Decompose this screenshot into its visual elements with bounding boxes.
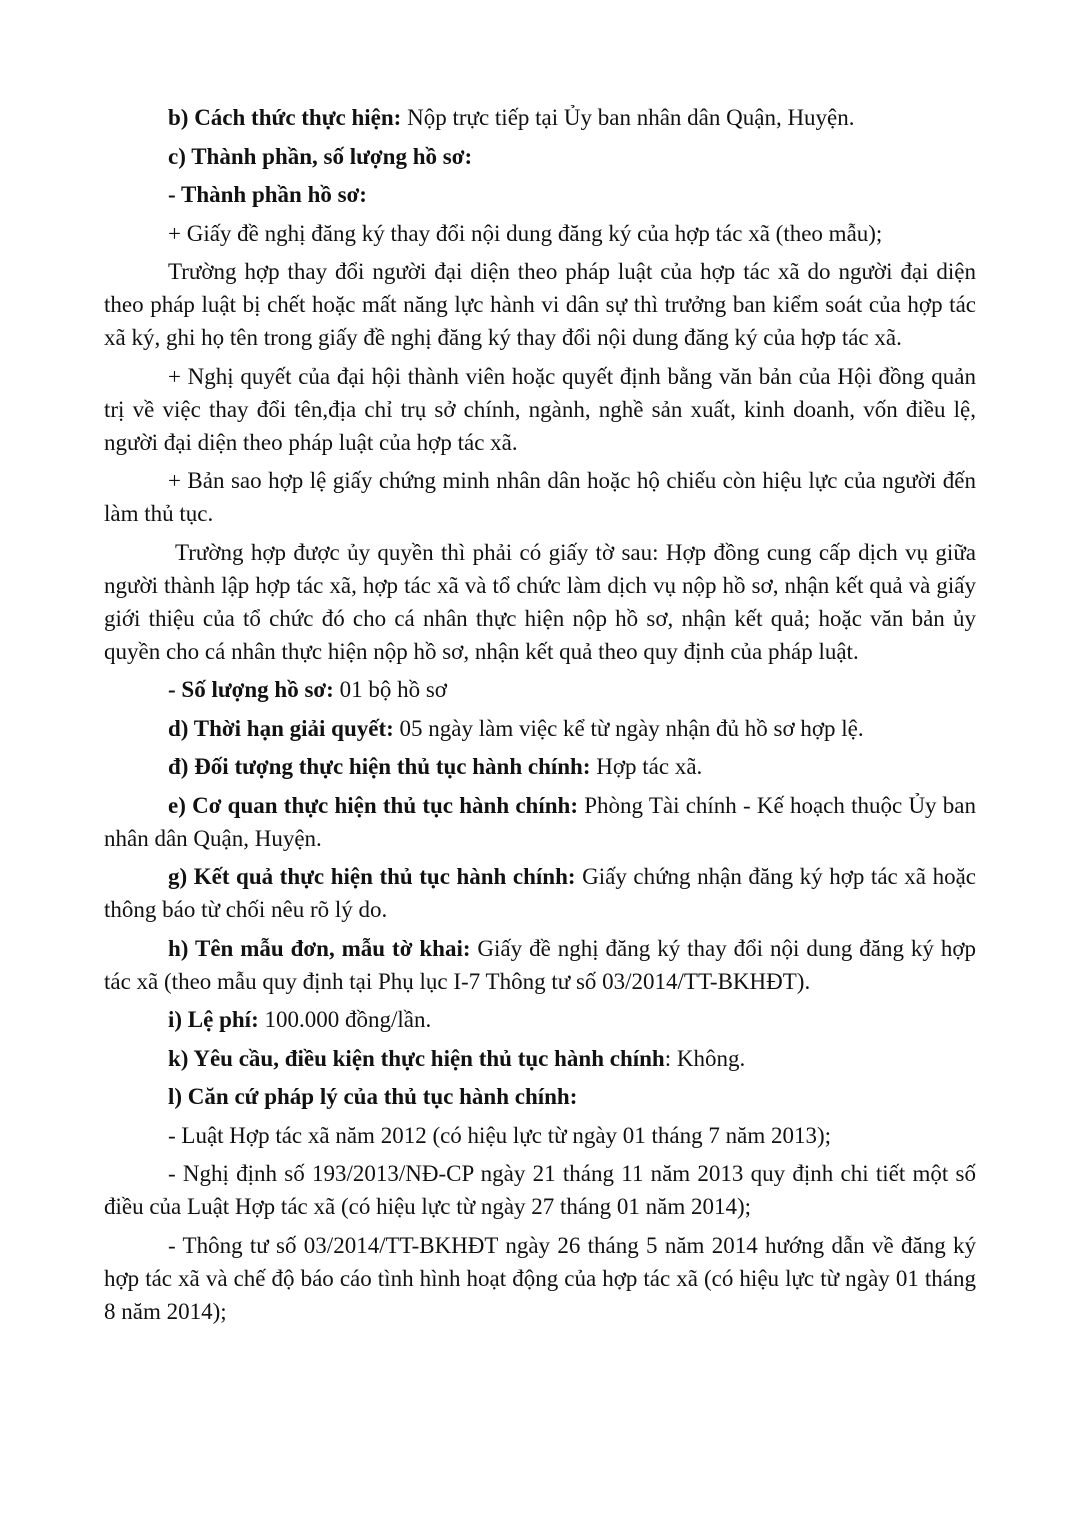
heading-dossier-components: - Thành phần hồ sơ:	[168, 182, 367, 207]
text-agency: Phòng Tài chính - Kế hoạch thuộc Ủy ban nhân dân Quận, Huyện.	[104, 792, 976, 851]
paragraph-result	[104, 860, 976, 926]
text-authorization: Trường hợp được ủy quyền thì phải có giấy tờ sau: Hợp đồng cung cấp dịch vụ giữa người thành lập hợp tác xã, hợp tác xã và tổ chức làm dịch vụ nộp hồ sơ, nhận kết quả và giấy giới thiệu của tổ chức đó cho cá nhân thực hiện nộp hồ sơ, nhận kết quả; hoặc văn bản ủy quyền cho cá nhân thực hiện nộp hồ sơ, nhận kết quả theo quy định của pháp luật.	[104, 539, 976, 664]
paragraph-requirements	[104, 1042, 976, 1075]
heading-agency: e) Cơ quan thực hiện thủ tục hành chính:	[168, 792, 578, 818]
paragraph-subjects	[104, 750, 976, 783]
text-decree-193: - Nghị định số 193/2013/NĐ-CP ngày 21 tháng 11 năm 2013 quy định chi tiết một số điều của Luật Hợp tác xã (có hiệu lực từ ngày 27 tháng 01 năm 2014);	[104, 1161, 976, 1219]
text-representative-change: Trường hợp thay đổi người đại diện theo pháp luật của hợp tác xã do người đại diện theo pháp luật bị chết hoặc mất năng lực hành vi dân sự thì trưởng ban kiểm soát của hợp tác xã ký, ghi họ tên trong giấy đề nghị đăng ký thay đổi nội dung đăng ký của hợp tác xã.	[104, 259, 976, 350]
paragraph-dossier-components	[104, 178, 976, 211]
text-dossier-count: 01 bộ hồ sơ	[333, 677, 447, 702]
text-request-form: + Giấy đề nghị đăng ký thay đổi nội dung đăng ký của hợp tác xã (theo mẫu);	[168, 220, 883, 246]
text-method: Nộp trực tiếp tại Ủy ban nhân dân Quận, Huyện.	[401, 105, 855, 130]
paragraph-representative-change	[104, 255, 976, 354]
heading-fee: i) Lệ phí:	[168, 1007, 259, 1032]
paragraph-method	[104, 101, 976, 134]
paragraph-fee	[104, 1003, 976, 1036]
text-requirements: : Không.	[664, 1045, 746, 1071]
paragraph-form-name	[104, 932, 976, 998]
heading-result: g) Kết quả thực hiện thủ tục hành chính:	[168, 864, 576, 889]
heading-subjects: đ) Đối tượng thực hiện thủ tục hành chính:	[168, 754, 591, 779]
text-subjects: Hợp tác xã.	[590, 754, 703, 779]
text-form-name: Giấy đề nghị đăng ký thay đổi nội dung đăng ký hợp tác xã (theo mẫu quy định tại Phụ lục I-7 Thông tư số 03/2014/TT-BKHĐT).	[104, 935, 977, 994]
paragraph-circular-03	[104, 1229, 976, 1328]
paragraph-decree-193	[104, 1157, 976, 1223]
heading-dossier-count: - Số lượng hồ sơ:	[168, 677, 334, 702]
heading-requirements: k) Yêu cầu, điều kiện thực hiện thủ tục hành chính	[168, 1045, 665, 1071]
paragraph-agency	[104, 789, 976, 855]
paragraph-deadline	[104, 712, 976, 745]
heading-method: b) Cách thức thực hiện:	[168, 105, 402, 130]
paragraph-law-2012	[104, 1119, 976, 1152]
paragraph-id-copy	[104, 464, 976, 530]
heading-deadline: d) Thời hạn giải quyết:	[168, 715, 394, 741]
paragraph-resolution	[104, 360, 976, 459]
text-fee: 100.000 đồng/lần.	[258, 1007, 432, 1032]
text-id-copy: + Bản sao hợp lệ giấy chứng minh nhân dân hoặc hộ chiếu còn hiệu lực của người đến làm thủ tục.	[104, 468, 976, 526]
paragraph-request-form	[104, 217, 976, 250]
text-resolution: + Nghị quyết của đại hội thành viên hoặc quyết định bằng văn bản của Hội đồng quản trị về việc thay đổi tên,địa chỉ trụ sở chính, ngành, nghề sản xuất, kinh doanh, vốn điều lệ, người đại diện theo pháp luật của hợp tác xã.	[104, 363, 976, 455]
paragraph-components-heading	[104, 140, 976, 173]
heading-legal-basis: l) Căn cứ pháp lý của thủ tục hành chính:	[168, 1084, 578, 1109]
paragraph-authorization	[104, 536, 976, 668]
text-circular-03: - Thông tư số 03/2014/TT-BKHĐT ngày 26 tháng 5 năm 2014 hướng dẫn về đăng ký hợp tác xã và chế độ báo cáo tình hình hoạt động của hợp tác xã (có hiệu lực từ ngày 01 tháng 8 năm 2014);	[104, 1232, 976, 1324]
text-law-2012: - Luật Hợp tác xã năm 2012 (có hiệu lực từ ngày 01 tháng 7 năm 2013);	[168, 1122, 832, 1148]
heading-form-name: h) Tên mẫu đơn, mẫu tờ khai:	[168, 935, 471, 961]
paragraph-dossier-count	[104, 673, 976, 706]
text-deadline: 05 ngày làm việc kể từ ngày nhận đủ hồ sơ hợp lệ.	[393, 715, 864, 741]
paragraph-legal-basis-heading	[104, 1080, 976, 1113]
document-page	[104, 101, 976, 1328]
text-result: Giấy chứng nhận đăng ký hợp tác xã hoặc thông báo từ chối nêu rõ lý do.	[104, 864, 976, 922]
heading-components: c) Thành phần, số lượng hồ sơ:	[168, 143, 473, 169]
